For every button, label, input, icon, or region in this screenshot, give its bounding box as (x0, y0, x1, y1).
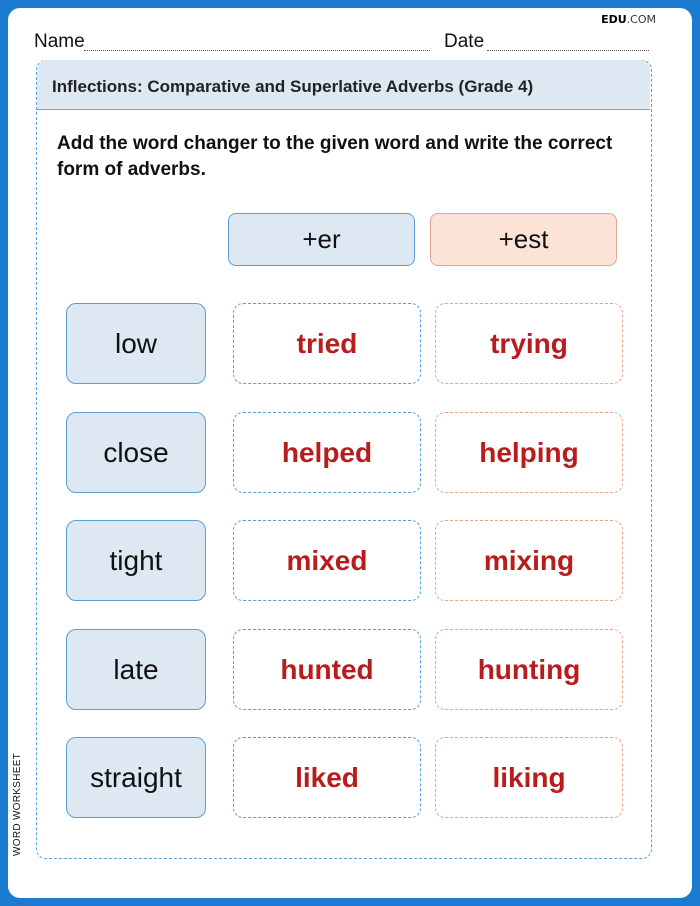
date-field-line[interactable] (487, 50, 649, 51)
base-word: low (66, 303, 206, 384)
answer-est[interactable]: liking (435, 737, 623, 818)
name-label: Name (34, 31, 85, 52)
answer-est[interactable]: hunting (435, 629, 623, 710)
column-header-er: +er (228, 213, 415, 266)
table-row (0, 520, 700, 602)
answer-est[interactable]: mixing (435, 520, 623, 601)
base-word: close (66, 412, 206, 493)
table-row (0, 303, 700, 385)
answer-er[interactable]: mixed (233, 520, 421, 601)
answer-er[interactable]: tried (233, 303, 421, 384)
table-row (0, 737, 700, 819)
instructions: Add the word changer to the given word and write the correct form of adverbs. (57, 133, 613, 180)
date-label: Date (444, 31, 485, 52)
worksheet-title: Inflections: Comparative and Superlative Adverbs (Grade 4) (52, 77, 534, 96)
table-row (0, 412, 700, 494)
side-label: WORD WORKSHEET (12, 752, 23, 856)
answer-er[interactable]: hunted (233, 629, 421, 710)
name-field-line[interactable] (84, 50, 430, 51)
base-word: tight (66, 520, 206, 601)
answer-er[interactable]: helped (233, 412, 421, 493)
answer-est[interactable]: trying (435, 303, 623, 384)
column-header-est: +est (430, 213, 617, 266)
answer-est[interactable]: helping (435, 412, 623, 493)
table-row (0, 629, 700, 711)
base-word: late (66, 629, 206, 710)
brand-logo: EDU.COM (601, 13, 656, 26)
answer-er[interactable]: liked (233, 737, 421, 818)
base-word: straight (66, 737, 206, 818)
